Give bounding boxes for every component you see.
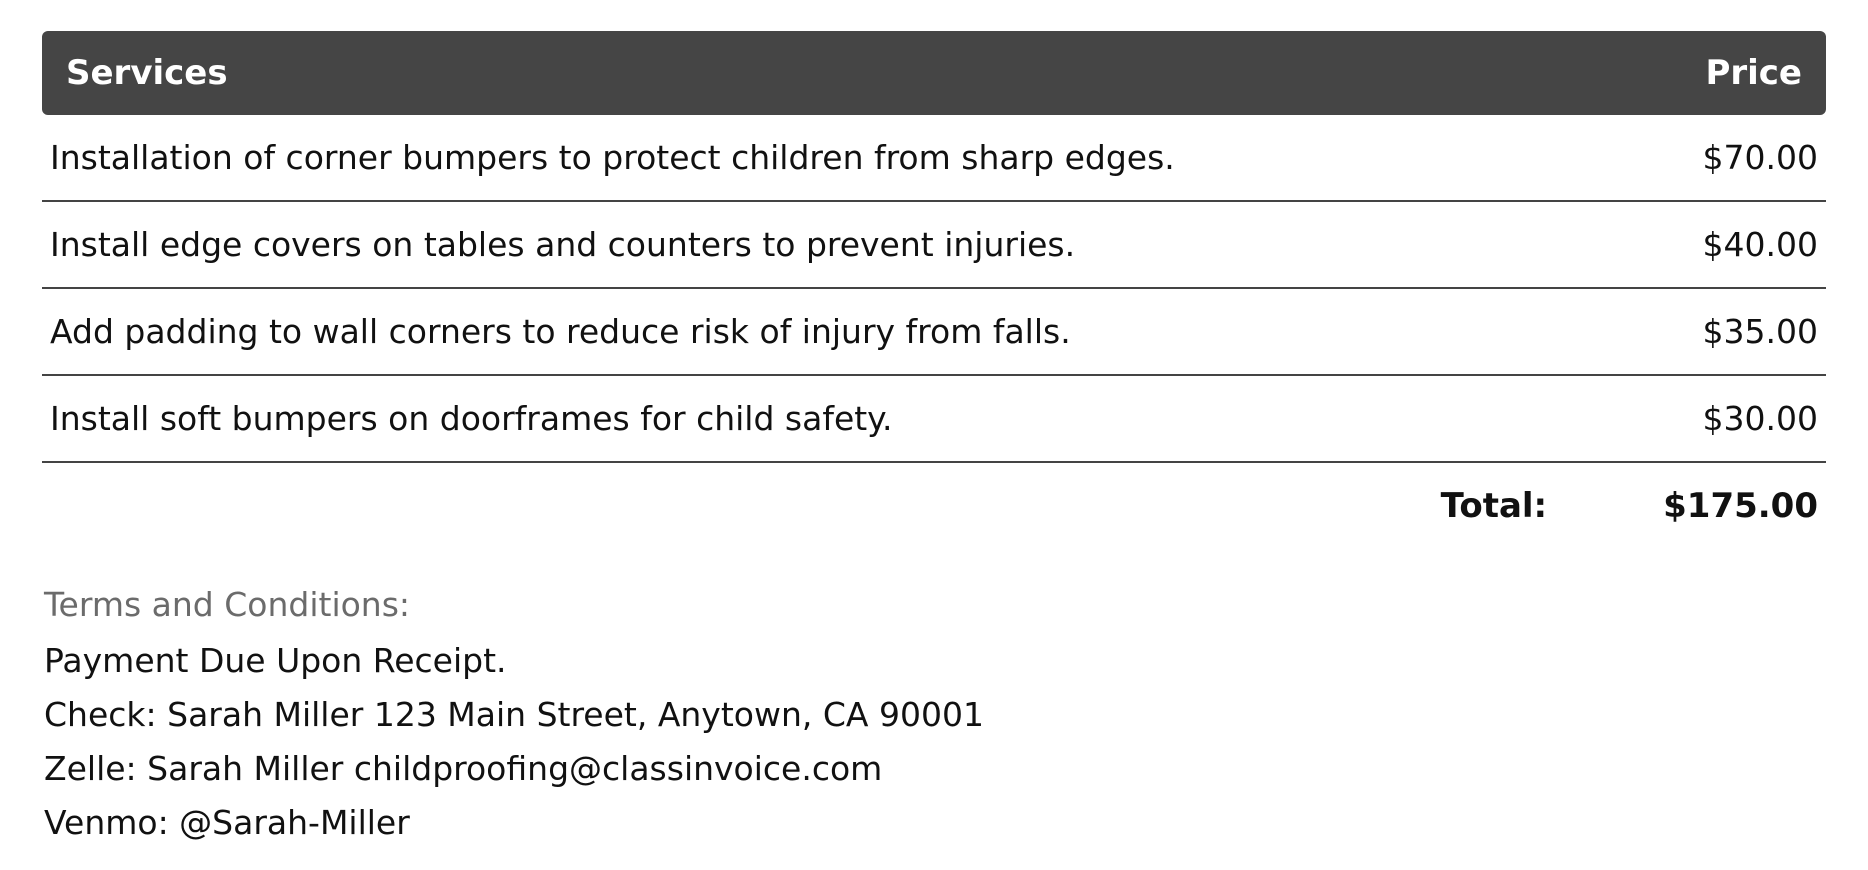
services-column-header: Services — [66, 53, 228, 93]
service-description: Install soft bumpers on doorframes for child safety. — [50, 399, 893, 438]
service-description: Add padding to wall corners to reduce risk of injury from falls. — [50, 312, 1071, 351]
table-row — [42, 376, 1826, 463]
total-label: Total: — [1440, 486, 1548, 526]
table-header — [42, 31, 1826, 115]
terms-line-venmo: Venmo: @Sarah-Miller — [44, 803, 410, 842]
service-price: $35.00 — [1702, 312, 1818, 351]
terms-section — [44, 580, 984, 850]
price-column-header: Price — [1705, 53, 1802, 93]
service-description: Installation of corner bumpers to protect children from sharp edges. — [50, 138, 1175, 177]
terms-heading: Terms and Conditions: — [44, 585, 411, 624]
service-price: $70.00 — [1702, 138, 1818, 177]
services-table — [42, 31, 1826, 549]
service-description: Install edge covers on tables and counters to prevent injuries. — [50, 225, 1076, 264]
service-price: $30.00 — [1702, 399, 1818, 438]
table-row — [42, 115, 1826, 202]
table-row — [42, 289, 1826, 376]
total-value: $175.00 — [1663, 486, 1818, 526]
table-row — [42, 202, 1826, 289]
service-price: $40.00 — [1702, 225, 1818, 264]
terms-line-payment-due: Payment Due Upon Receipt. — [44, 641, 507, 680]
terms-line-check: Check: Sarah Miller 123 Main Street, Anytown, CA 90001 — [44, 695, 984, 734]
total-row — [42, 463, 1826, 549]
terms-line-zelle: Zelle: Sarah Miller childproofing@classinvoice.com — [44, 749, 883, 788]
